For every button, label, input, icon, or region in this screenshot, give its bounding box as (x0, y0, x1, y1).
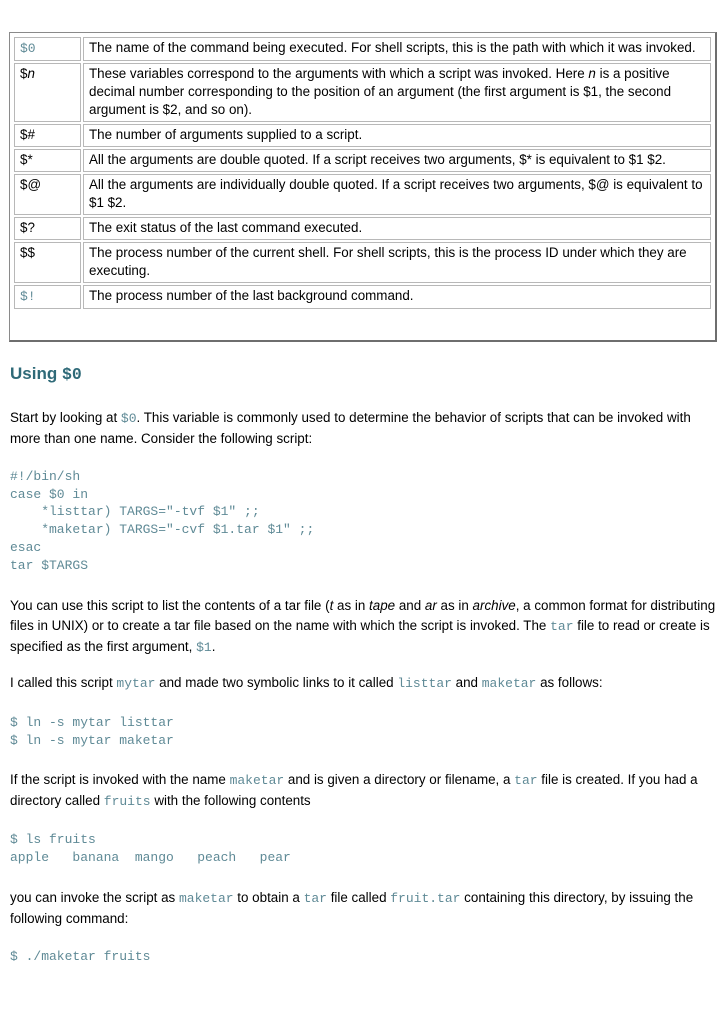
emphasis: t (329, 598, 334, 613)
code-block-maketar: $ ./maketar fruits (10, 949, 151, 964)
paragraph-intro (10, 408, 722, 449)
variable-description: The process number of the last background command. (83, 285, 711, 309)
text: you can invoke the script as (10, 890, 179, 905)
text: file is created. If you had a directory called (10, 772, 698, 808)
variable-name: $$ (14, 242, 81, 283)
variable-row (14, 285, 711, 309)
variable-name: $0 (14, 37, 81, 61)
variable-description: The name of the command being executed. For shell scripts, this is the path with which it was invoked. (83, 37, 711, 61)
text: file to read or create is specified as the first argument, (10, 618, 710, 654)
inline-code: tar (303, 891, 327, 906)
variables-table (12, 35, 713, 311)
text: Start by looking at (10, 410, 121, 425)
inline-code: maketar (229, 773, 285, 788)
text: as in (333, 598, 370, 613)
variable-description: All the arguments are individually double quoted. If a script receives two arguments, $@ is equivalent to $1 $2. (83, 174, 711, 215)
inline-code: mytar (116, 676, 156, 691)
inline-code: fruits (103, 794, 151, 809)
variable-row (14, 242, 711, 283)
paragraph-invocation (10, 770, 722, 812)
text: . This variable is commonly used to determine the behavior of scripts that can be invoked with more than one name. Consider the following script: (10, 410, 691, 446)
text: You can use this script to list the contents of a tar file ( (10, 598, 330, 613)
text: and is given a directory or filename, a (284, 772, 515, 787)
variable-description: All the arguments are double quoted. If a script receives two arguments, $* is equivalent to $1 $2. (83, 149, 711, 172)
code-block-script: #!/bin/sh case $0 in *listtar) TARGS="-tvf $1" ;; *maketar) TARGS="-cvf $1.tar $1" ;; esac tar $TARGS (10, 469, 315, 573)
variables-table-body (14, 37, 711, 309)
variable-description: The exit status of the last command executed. (83, 217, 711, 240)
variable-row (14, 149, 711, 172)
code-block-ls: $ ls fruits apple banana mango peach pear (10, 832, 291, 865)
inline-code: listtar (397, 676, 452, 691)
section-heading (10, 364, 82, 384)
text: and made two symbolic links to it called (155, 675, 398, 690)
inline-code: maketar (178, 891, 234, 906)
special-variables-table (9, 32, 717, 342)
code-block-symlinks: $ ln -s mytar listtar $ ln -s mytar maketar (10, 715, 174, 748)
inline-code: $1 (196, 640, 212, 655)
paragraph-command (10, 888, 722, 929)
variable-description: These variables correspond to the arguments with which a script was invoked. Here n is a positive decimal number corresponding to the position of an argument (the first argument is $1, the second argument is $2, and so on). (83, 63, 711, 122)
variable-row (14, 37, 711, 61)
variable-name: $@ (14, 174, 81, 215)
variable-row (14, 124, 711, 147)
inline-code: maketar (481, 676, 537, 691)
heading-text: Using (10, 364, 62, 383)
text: to obtain a (233, 890, 304, 905)
variable-name: $? (14, 217, 81, 240)
variable-name: $! (14, 285, 81, 309)
variable-row (14, 174, 711, 215)
text: If the script is invoked with the name (10, 772, 230, 787)
emphasis: tape (369, 598, 396, 613)
text: containing this directory, by issuing the following command: (10, 890, 694, 926)
text: , a common format for distributing files in UNIX) or to create a tar file based on the name with which the script is invoked. The (10, 598, 716, 633)
variable-name: $# (14, 124, 81, 147)
text: and (395, 598, 425, 613)
emphasis: ar (424, 598, 437, 613)
text: and (451, 675, 482, 690)
text: file called (326, 890, 391, 905)
paragraph-links (10, 673, 722, 694)
inline-code: fruit.tar (390, 891, 461, 906)
text: with the following contents (150, 793, 311, 808)
text: as follows: (536, 675, 603, 690)
variable-name: $n (14, 63, 81, 122)
heading-code: $0 (61, 365, 82, 384)
inline-code: tar (550, 619, 574, 634)
text: . (211, 639, 216, 654)
text: as in (436, 598, 473, 613)
emphasis: archive (472, 598, 516, 613)
variable-description: The process number of the current shell. For shell scripts, this is the process ID under which they are executing. (83, 242, 711, 283)
text: I called this script (10, 675, 117, 690)
variable-row (14, 217, 711, 240)
variable-description: The number of arguments supplied to a script. (83, 124, 711, 147)
variable-row (14, 63, 711, 122)
inline-code: tar (514, 773, 538, 788)
inline-code: $0 (120, 411, 137, 426)
variable-name: $* (14, 149, 81, 172)
paragraph-description (10, 596, 722, 658)
